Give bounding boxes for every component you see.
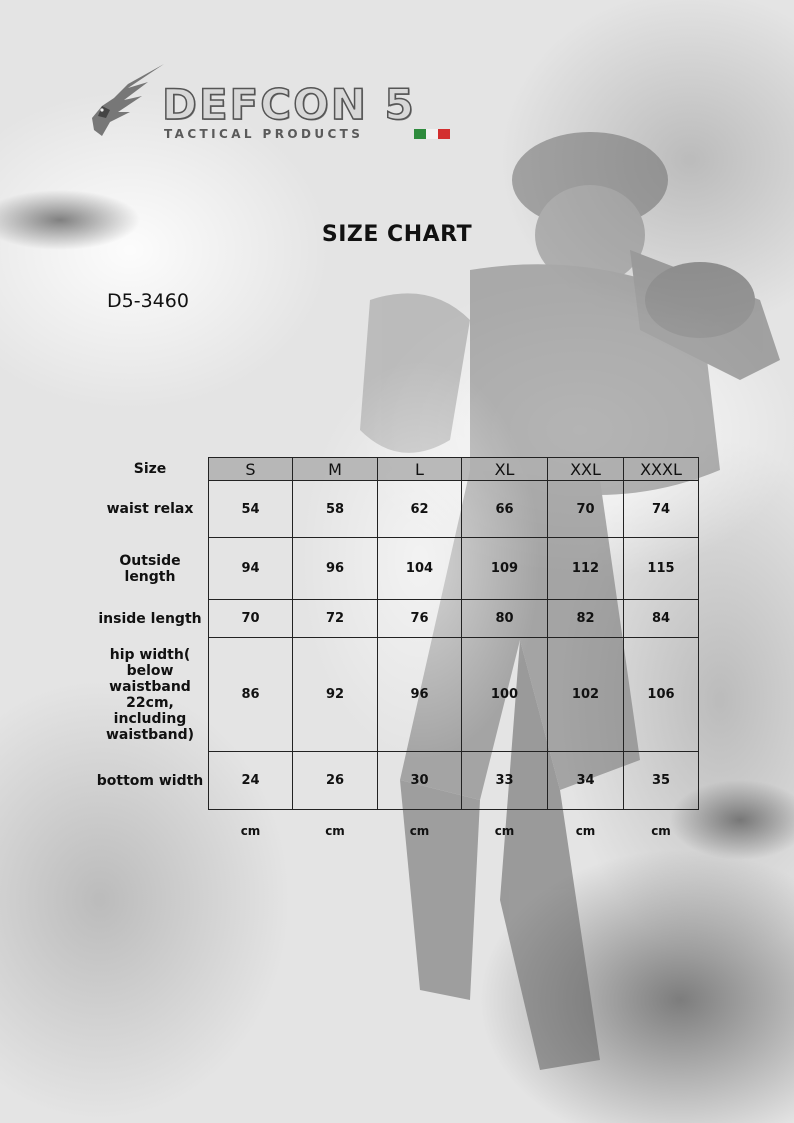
- table-row: [92, 481, 699, 538]
- units-row: [92, 810, 699, 853]
- table-cell: 96: [293, 538, 378, 600]
- table-row: [92, 752, 699, 810]
- flag-green-stripe: [414, 129, 426, 139]
- row-label-inside-length: inside length: [98, 610, 202, 627]
- table-cell: 94: [209, 538, 293, 600]
- defcon5-logo: [88, 62, 458, 146]
- size-column-header: S: [209, 458, 293, 481]
- unit-label: cm: [575, 824, 596, 838]
- size-chart-table: [92, 457, 699, 852]
- table-cell: 70: [548, 481, 624, 538]
- eagle-icon: [88, 62, 168, 142]
- table-row: [92, 538, 699, 600]
- table-cell: 66: [462, 481, 548, 538]
- table-cell: 34: [548, 752, 624, 810]
- row-label-waist-relax: waist relax: [106, 501, 194, 517]
- italy-flag-icon: [414, 129, 450, 139]
- table-cell: 112: [548, 538, 624, 600]
- table-cell: 92: [293, 638, 378, 752]
- table-cell: 58: [293, 481, 378, 538]
- table-cell: 104: [378, 538, 462, 600]
- unit-label: cm: [409, 824, 430, 838]
- size-column-header: XXXL: [624, 458, 699, 481]
- logo-tagline: TACTICAL PRODUCTS: [164, 127, 364, 141]
- table-cell: 86: [209, 638, 293, 752]
- row-label-outside-length: Outside length: [119, 552, 181, 585]
- table-cell: 96: [378, 638, 462, 752]
- table-cell: 74: [624, 481, 699, 538]
- row-label-bottom-width: bottom width: [96, 772, 204, 789]
- size-header-row: [92, 458, 699, 481]
- table-cell: 82: [548, 600, 624, 638]
- size-column-header: L: [378, 458, 462, 481]
- table-cell: 115: [624, 538, 699, 600]
- unit-label: cm: [240, 824, 261, 838]
- unit-label: cm: [651, 824, 671, 838]
- units-row-spacer: [92, 810, 209, 853]
- flag-white-stripe: [426, 129, 438, 139]
- unit-label: cm: [325, 824, 345, 838]
- table-cell: 35: [624, 752, 699, 810]
- table-cell: 84: [624, 600, 699, 638]
- row-label-hip-width: hip width( below waistband 22cm, including waistband): [105, 646, 195, 743]
- table-row: [92, 638, 699, 752]
- size-column-header: M: [293, 458, 378, 481]
- table-cell: 106: [624, 638, 699, 752]
- table-cell: 100: [462, 638, 548, 752]
- table-cell: 62: [378, 481, 462, 538]
- product-code: D5-3460: [107, 290, 189, 312]
- flag-red-stripe: [438, 129, 450, 139]
- page-title: SIZE CHART: [321, 222, 473, 247]
- table-cell: 24: [209, 752, 293, 810]
- unit-label: cm: [494, 824, 515, 838]
- table-cell: 80: [462, 600, 548, 638]
- table-cell: 76: [378, 600, 462, 638]
- table-cell: 70: [209, 600, 293, 638]
- table-cell: 33: [462, 752, 548, 810]
- table-cell: 72: [293, 600, 378, 638]
- size-column-header: XXL: [548, 458, 624, 481]
- size-column-header: XL: [462, 458, 548, 481]
- table-row: [92, 600, 699, 638]
- table-cell: 26: [293, 752, 378, 810]
- table-cell: 54: [209, 481, 293, 538]
- logo-wordmark: DEFCON 5: [162, 80, 416, 129]
- table-cell: 109: [462, 538, 548, 600]
- table-cell: 30: [378, 752, 462, 810]
- size-header-label: Size: [133, 461, 167, 477]
- table-cell: 102: [548, 638, 624, 752]
